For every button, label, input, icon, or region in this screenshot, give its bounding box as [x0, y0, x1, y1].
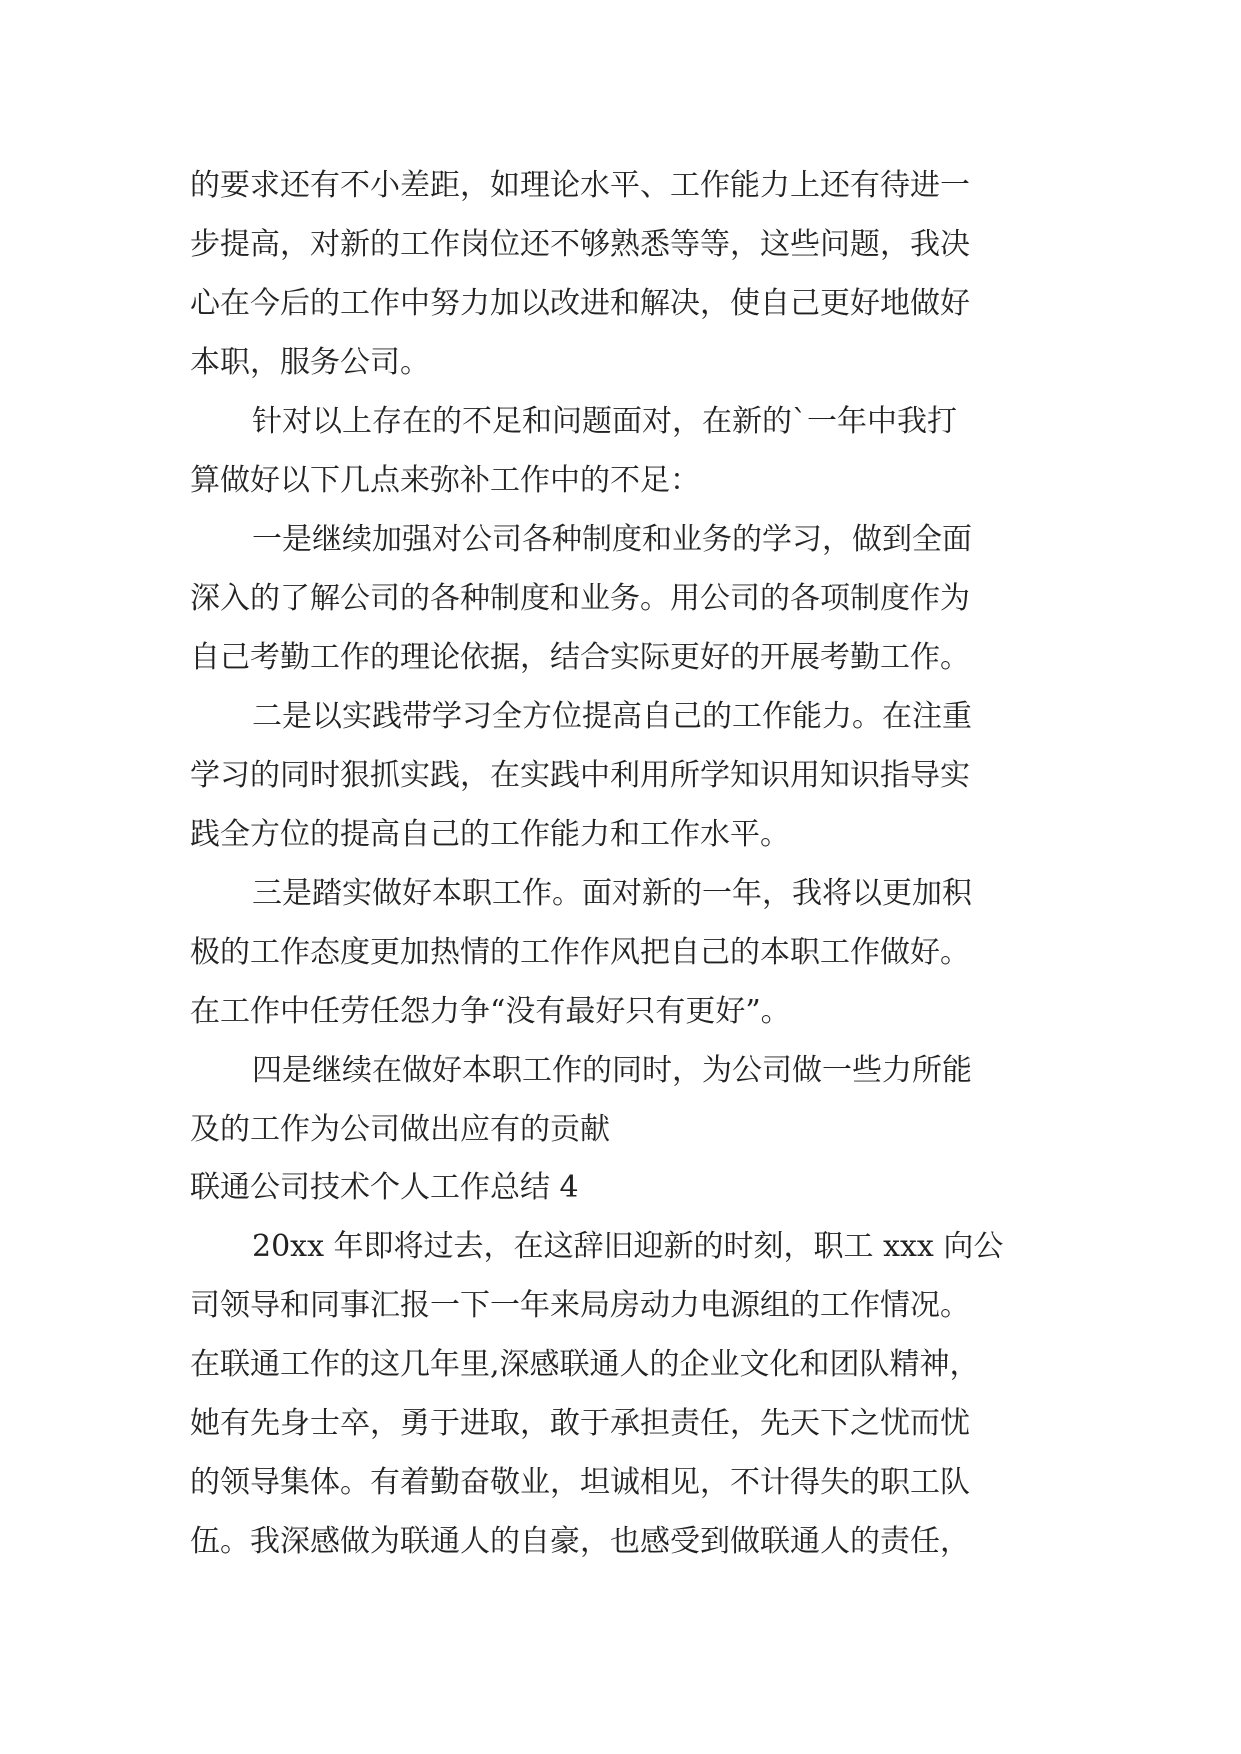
text-line: 自己考勤工作的理论依据，结合实际更好的开展考勤工作。 [190, 640, 970, 675]
text-line: 及的工作为公司做出应有的贡献 [190, 1112, 610, 1147]
paragraph-year-review [190, 1217, 1050, 1571]
text-line: 极的工作态度更加热情的工作作风把自己的本职工作做好。 [190, 935, 970, 970]
text-line: 步提高，对新的工作岗位还不够熟悉等等，这些问题，我决 [190, 227, 970, 262]
text-line: 践全方位的提高自己的工作能力和工作水平。 [190, 817, 790, 852]
paragraph-point-four [190, 1041, 1050, 1159]
paragraph-point-one [190, 510, 1050, 687]
text-line: 本职，服务公司。 [190, 345, 430, 380]
text-line-indented: 一是继续加强对公司各种制度和业务的学习，做到全面 [252, 522, 972, 557]
text-line-indented: 针对以上存在的不足和问题面对，在新的`一年中我打 [252, 404, 957, 439]
text-line: 伍。我深感做为联通人的自豪，也感受到做联通人的责任， [190, 1524, 970, 1559]
paragraph-requirements-gap [190, 156, 1050, 392]
text-line-indented: 四是继续在做好本职工作的同时，为公司做一些力所能 [252, 1053, 972, 1088]
paragraph-point-three [190, 864, 1050, 1041]
text-line-indented: 三是踏实做好本职工作。面对新的一年，我将以更加积 [252, 876, 972, 911]
text-line: 深入的了解公司的各种制度和业务。用公司的各项制度作为 [190, 581, 970, 616]
section-heading-text: 联通公司技术个人工作总结 4 [190, 1170, 579, 1205]
text-line: 在工作中任劳任怨力争“没有最好只有更好”。 [190, 994, 791, 1029]
text-line: 学习的同时狠抓实践，在实践中利用所学知识用知识指导实 [190, 758, 970, 793]
section-heading [190, 1159, 1050, 1217]
text-line: 的要求还有不小差距，如理论水平、工作能力上还有待进一 [190, 168, 970, 203]
text-line: 心在今后的工作中努力加以改进和解决，使自己更好地做好 [190, 286, 970, 321]
paragraph-point-two [190, 687, 1050, 864]
text-line: 她有先身士卒，勇于进取，敢于承担责任，先天下之忧而忧 [190, 1406, 970, 1441]
text-line-indented: 20xx 年即将过去，在这辞旧迎新的时刻，职工 xxx 向公 [252, 1229, 1004, 1264]
text-line-indented: 二是以实践带学习全方位提高自己的工作能力。在注重 [252, 699, 972, 734]
paragraph-plan-intro [190, 392, 1050, 510]
text-line: 的领导集体。有着勤奋敬业，坦诚相见，不计得失的职工队 [190, 1465, 970, 1500]
document-body [190, 156, 1050, 1571]
text-line: 司领导和同事汇报一下一年来局房动力电源组的工作情况。 [190, 1288, 970, 1323]
text-line: 在联通工作的这几年里,深感联通人的企业文化和团队精神， [190, 1347, 980, 1382]
text-line: 算做好以下几点来弥补工作中的不足： [190, 463, 700, 498]
